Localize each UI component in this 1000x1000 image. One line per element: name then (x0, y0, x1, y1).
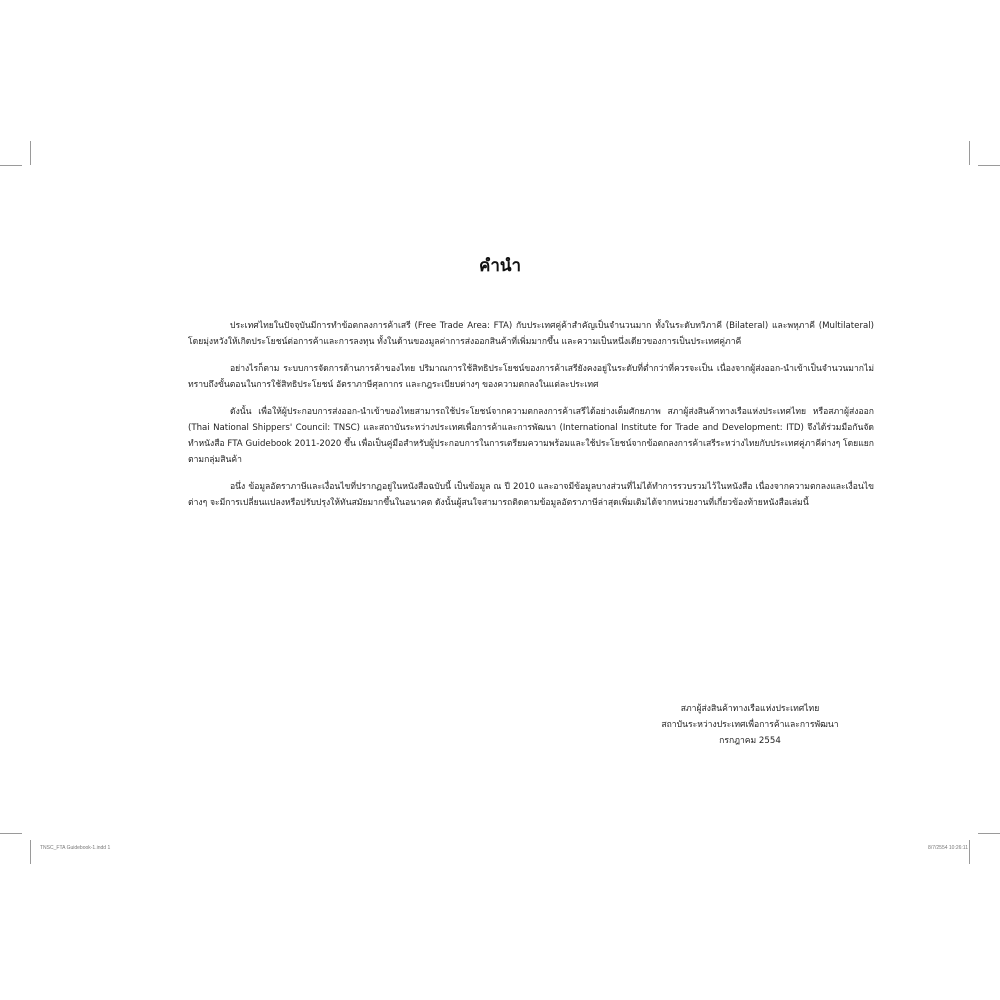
crop-mark (30, 141, 31, 165)
paragraph: ประเทศไทยในปัจจุบันมีการทำข้อตกลงการค้าเสรี (Free Trade Area: FTA) กับประเทศคู่ค้าสำคัญเป็นจำนวนมาก ทั้งในระดับทวิภาคี (Bilateral) และพหุภาคี (Multilateral) โดยมุ่งหวังให้เกิดประโยชน์ต่อการค้าและการลงทุน ทั้งในด้านของมูลค่าการส่งออกสินค้าที่เพิ่มมากขึ้น และความเป็นหนึ่งเดียวของการเป็นประเทศคู่ภาคี (188, 321, 874, 347)
page-title: คำนำ (478, 256, 522, 276)
paragraph: อย่างไรก็ตาม ระบบการจัดการด้านการค้าของไทย ปริมาณการใช้สิทธิประโยชน์ของการค้าเสรียังคงอยู่ในระดับที่ต่ำกว่าที่ควรจะเป็น เนื่องจากผู้ส่งออก-นำเข้าเป็นจำนวนมากไม่ทราบถึงขั้นตอนในการใช้สิทธิประโยชน์ อัตราภาษีศุลกากร และกฎระเบียบต่างๆ ของความตกลงในแต่ละประเทศ (188, 364, 874, 390)
crop-mark (978, 833, 1000, 834)
signature-line-date: กรกฎาคม 2554 (719, 736, 781, 746)
signature-line-org2: สถาบันระหว่างประเทศเพื่อการค้าและการพัฒนา (661, 720, 839, 730)
print-slug-left: TNSC_FTA Guidebook-1.indd 1 (40, 845, 111, 851)
crop-mark (969, 141, 970, 165)
signature-block (600, 701, 900, 749)
paragraph: อนึ่ง ข้อมูลอัตราภาษีและเงื่อนไขที่ปรากฏอยู่ในหนังสือฉบับนี้ เป็นข้อมูล ณ ปี 2010 และอาจมีข้อมูลบางส่วนที่ไม่ได้ทำการรวบรวมไว้ในหนังสือ เนื่องจากความตกลงและเงื่อนไขต่างๆ จะมีการเปลี่ยนแปลงหรือปรับปรุงให้ทันสมัยมากขึ้นในอนาคต ดังนั้นผู้สนใจสามารถติดตามข้อมูลอัตราภาษีล่าสุดเพิ่มเติมได้จากหน่วยงานที่เกี่ยวข้องท้ายหนังสือเล่มนี้ (188, 482, 874, 508)
crop-mark (969, 840, 970, 864)
signature-line-org1: สภาผู้ส่งสินค้าทางเรือแห่งประเทศไทย (680, 704, 820, 714)
crop-mark (978, 165, 1000, 166)
paragraph: ดังนั้น เพื่อให้ผู้ประกอบการส่งออก-นำเข้าของไทยสามารถใช้ประโยชน์จากความตกลงการค้าเสรีได้อย่างเต็มศักยภาพ สภาผู้ส่งสินค้าทางเรือแห่งประเทศไทย หรือสภาผู้ส่งออก (Thai National Shippers' Council: TNSC) และสถาบันระหว่างประเทศเพื่อการค้าและการพัฒนา (International Institute for Trade and Development: ITD) จึงได้ร่วมมือกันจัดทำหนังสือ FTA Guidebook 2011-2020 ขึ้น เพื่อเป็นคู่มือสำหรับผู้ประกอบการในการเตรียมความพร้อมและใช้ประโยชน์จากข้อตกลงการค้าเสรีระหว่างไทยกับประเทศคู่ภาคีต่างๆ โดยแยกตามกลุ่มสินค้า (188, 407, 874, 465)
document-body (188, 318, 874, 522)
crop-mark (0, 165, 22, 166)
crop-mark (0, 833, 22, 834)
crop-mark (30, 840, 31, 864)
print-slug-right: 8/7/2554 10:26:11 (928, 845, 968, 851)
